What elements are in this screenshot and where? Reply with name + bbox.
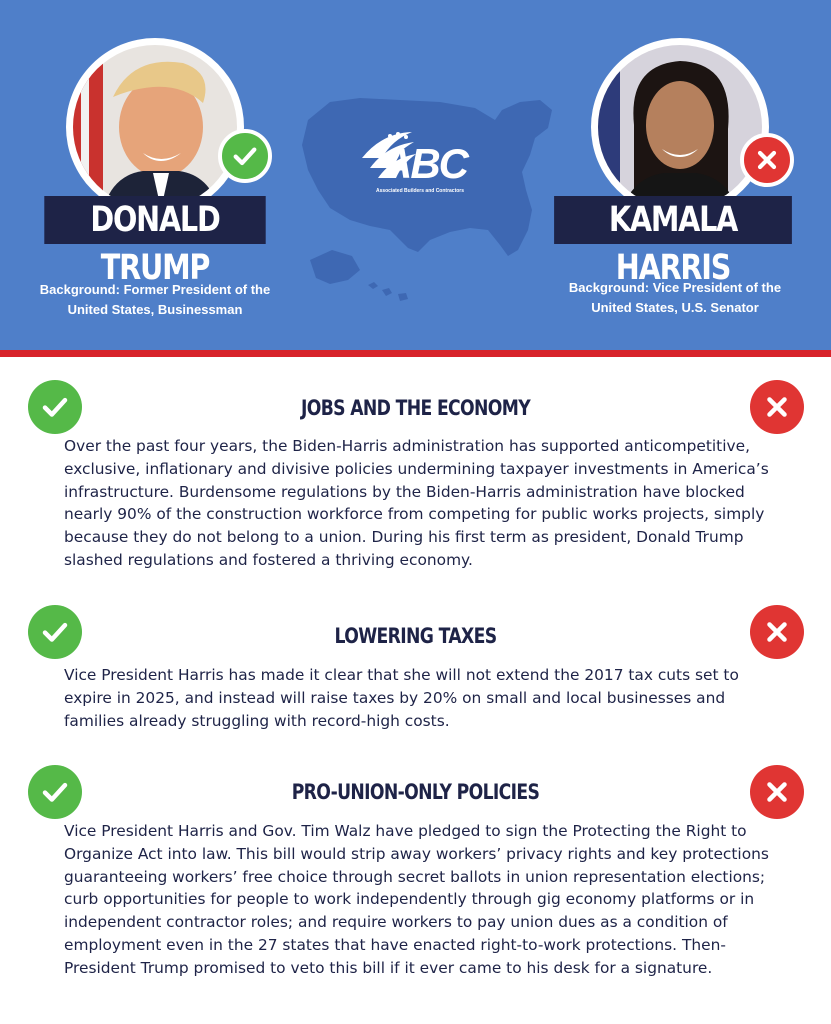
background-donald-trump: Background: Former President of the United States, Businessman (39, 282, 271, 317)
header-banner (0, 0, 831, 350)
section-body-union: Vice President Harris and Gov. Tim Walz have pledged to sign the Protecting the Right to Organize Act into law. This bill would strip away workers’ privacy rights and key protections guaranteeing workers’ free choice through secret ballots in union representation elections; curb opportunities for people to work independently through gig economy platforms or in independent contractor roles; and require workers to pay union dues as a condition of employment even in the 27 states that have enacted right-to-work protections. Then-President Trump promised to veto this bill if it ever came to his desk for a signature. (64, 822, 769, 977)
portrait-donald-trump (66, 38, 244, 216)
portrait-kamala-harris (591, 38, 769, 216)
abc-logo-text: ABC (382, 140, 467, 187)
name-kamala-harris: KAMALA HARRIS (554, 196, 792, 244)
jobs-x-icon (750, 380, 804, 434)
harris-x-icon (740, 133, 794, 187)
taxes-x-icon (750, 605, 804, 659)
union-x-icon (750, 765, 804, 819)
name-donald-trump: DONALD TRUMP (44, 196, 265, 244)
abc-logo-subtitle: Associated Builders and Contractors (375, 188, 465, 194)
red-divider-bar (0, 350, 831, 357)
section-body-taxes: Vice President Harris has made it clear that she will not extend the 2017 tax cuts set to expire in 2025, and instead will raise taxes by 20% on small and local businesses and families already struggling with record-high costs. (64, 666, 739, 730)
section-title-jobs: JOBS AND THE ECONOMY (300, 396, 531, 420)
section-body-jobs: Over the past four years, the Biden-Harris administration has supported anticompetitive, exclusive, inflationary and divisive policies undermining taxpayer investments in America’s infrastructure. Burdensome regulations by the Biden-Harris administration have blocked nearly 90% of the construction workforce from competing for public works projects, simply because they do not belong to a union. During his first term as president, Donald Trump slashed regulations and fostered a thriving economy. (64, 437, 769, 569)
section-title-union: PRO-UNION-ONLY POLICIES (291, 780, 540, 804)
trump-check-icon (218, 129, 272, 183)
harris-photo (598, 45, 762, 209)
background-kamala-harris: Background: Vice President of the United States, U.S. Senator (568, 280, 782, 315)
trump-photo (73, 45, 237, 209)
section-title-taxes: LOWERING TAXES (334, 624, 497, 648)
